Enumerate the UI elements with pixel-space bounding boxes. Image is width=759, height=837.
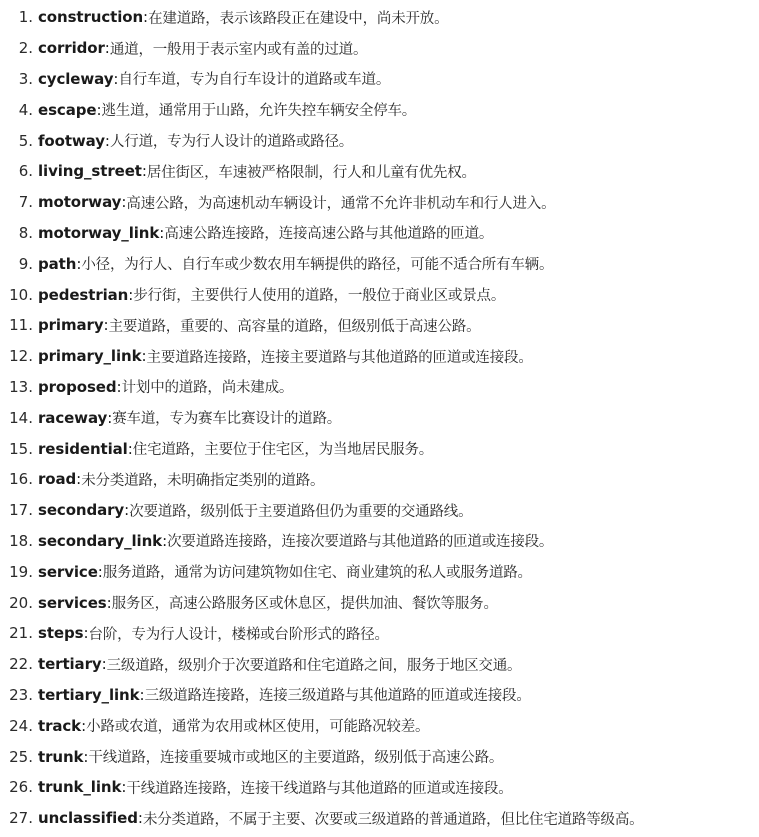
item-number: 25. xyxy=(9,747,33,766)
item-number: 18. xyxy=(9,531,33,550)
item-term: pedestrian xyxy=(38,285,129,304)
item-term: secondary xyxy=(38,501,125,520)
item-number: 5. xyxy=(18,131,33,150)
item-number: 23. xyxy=(9,685,33,704)
item-term: services xyxy=(38,593,107,612)
item-number: 20. xyxy=(9,593,33,612)
item-term: trunk xyxy=(38,747,84,766)
item-term: road xyxy=(38,470,77,489)
item-term: tertiary xyxy=(38,655,102,674)
list-item: 27. unclassified : 未分类道路，不属于主要、次要或三级道路的普通道路，但比住宅道路等级高。 xyxy=(0,803,759,834)
list-item: 25. trunk : 干线道路，连接重要城市或地区的主要道路，级别低于高速公路。 xyxy=(0,741,759,772)
item-term: motorway xyxy=(38,193,122,212)
item-number: 1. xyxy=(18,8,33,27)
item-description: 自行车道，专为自行车设计的道路或车道。 xyxy=(118,72,391,89)
item-number: 12. xyxy=(9,347,33,366)
item-number: 9. xyxy=(18,254,33,273)
item-description: 居住街区，车速被严格限制，行人和儿童有优先权。 xyxy=(146,164,476,181)
item-number: 17. xyxy=(9,501,33,520)
item-description: 次要道路，级别低于主要道路但仍为重要的交通路线。 xyxy=(129,503,473,520)
list-item: 23. tertiary_link : 三级道路连接路，连接三级道路与其他道路的匝道或连接段。 xyxy=(0,680,759,711)
item-description: 计划中的道路，尚未建成。 xyxy=(121,380,294,397)
list-item: 20. services : 服务区，高速公路服务区或休息区，提供加油、餐饮等服务。 xyxy=(0,587,759,618)
item-number: 27. xyxy=(9,809,33,828)
item-number: 8. xyxy=(18,223,33,242)
list-item: 22. tertiary : 三级道路，级别介于次要道路和住宅道路之间，服务于地区交通。 xyxy=(0,649,759,680)
item-number: 11. xyxy=(9,316,33,335)
list-item: 8. motorway_link : 高速公路连接路，连接高速公路与其他道路的匝道。 xyxy=(0,218,759,249)
item-description: 赛车道，专为赛车比赛设计的道路。 xyxy=(112,411,342,428)
list-item: 1. construction : 在建道路，表示该路段正在建设中，尚未开放。 xyxy=(0,2,759,33)
item-description: 三级道路连接路，连接三级道路与其他道路的匝道或连接段。 xyxy=(144,688,531,705)
item-number: 6. xyxy=(18,162,33,181)
item-term: living_street xyxy=(38,162,142,181)
item-description: 步行街，主要供行人使用的道路，一般位于商业区或景点。 xyxy=(133,288,506,305)
item-term: unclassified xyxy=(38,809,138,828)
item-term: raceway xyxy=(38,408,108,427)
item-term: track xyxy=(38,716,82,735)
list-item: 19. service : 服务道路，通常为访问建筑物如住宅、商业建筑的私人或服务道路。 xyxy=(0,556,759,587)
item-description: 在建道路，表示该路段正在建设中，尚未开放。 xyxy=(148,10,449,27)
item-term: corridor xyxy=(38,39,105,58)
list-item: 7. motorway : 高速公路，为高速机动车辆设计，通常不允许非机动车和行人进入。 xyxy=(0,187,759,218)
item-description: 主要道路连接路，连接主要道路与其他道路的匝道或连接段。 xyxy=(146,349,533,366)
item-description: 台阶，专为行人设计，楼梯或台阶形式的路径。 xyxy=(88,626,389,643)
item-term: escape xyxy=(38,100,97,119)
list-item: 15. residential : 住宅道路，主要位于住宅区，为当地居民服务。 xyxy=(0,433,759,464)
item-term: service xyxy=(38,562,98,581)
list-item: 24. track : 小路或农道，通常为农用或林区使用，可能路况较差。 xyxy=(0,710,759,741)
item-description: 人行道，专为行人设计的道路或路径。 xyxy=(109,134,354,151)
list-item: 6. living_street : 居住街区，车速被严格限制，行人和儿童有优先权。 xyxy=(0,156,759,187)
list-item: 16. road : 未分类道路，未明确指定类别的道路。 xyxy=(0,464,759,495)
item-number: 14. xyxy=(9,408,33,427)
item-number: 2. xyxy=(18,39,33,58)
item-number: 4. xyxy=(18,100,33,119)
list-item: 13. proposed : 计划中的道路，尚未建成。 xyxy=(0,372,759,403)
item-description: 干线道路，连接重要城市或地区的主要道路，级别低于高速公路。 xyxy=(88,750,504,767)
item-description: 通道，一般用于表示室内或有盖的过道。 xyxy=(109,41,368,58)
item-description: 小径，为行人、自行车或少数农用车辆提供的路径，可能不适合所有车辆。 xyxy=(81,257,554,274)
item-number: 24. xyxy=(9,716,33,735)
item-term: primary_link xyxy=(38,347,142,366)
item-description: 高速公路，为高速机动车辆设计，通常不允许非机动车和行人进入。 xyxy=(126,195,556,212)
item-number: 3. xyxy=(18,69,33,88)
item-description: 住宅道路，主要位于住宅区，为当地居民服务。 xyxy=(132,442,434,459)
item-number: 22. xyxy=(9,655,33,674)
item-description: 未分类道路，未明确指定类别的道路。 xyxy=(81,472,325,489)
list-item: 3. cycleway : 自行车道，专为自行车设计的道路或车道。 xyxy=(0,64,759,95)
item-term: secondary_link xyxy=(38,531,163,550)
item-term: motorway_link xyxy=(38,223,160,242)
list-item: 11. primary : 主要道路，重要的、高容量的道路，但级别低于高速公路。 xyxy=(0,310,759,341)
item-term: residential xyxy=(38,439,128,458)
item-description: 逃生道，通常用于山路，允许失控车辆安全停车。 xyxy=(101,103,417,120)
item-description: 服务区，高速公路服务区或休息区，提供加油、餐饮等服务。 xyxy=(111,596,498,613)
list-item: 12. primary_link : 主要道路连接路，连接主要道路与其他道路的匝道或连接段。 xyxy=(0,341,759,372)
item-number: 19. xyxy=(9,562,33,581)
item-term: steps xyxy=(38,624,84,643)
item-description: 服务道路，通常为访问建筑物如住宅、商业建筑的私人或服务道路。 xyxy=(102,565,532,582)
item-term: path xyxy=(38,254,77,273)
item-description: 次要道路连接路，连接次要道路与其他道路的匝道或连接段。 xyxy=(167,534,554,551)
item-term: proposed xyxy=(38,377,117,396)
list-item: 18. secondary_link : 次要道路连接路，连接次要道路与其他道路的匝道或连接段。 xyxy=(0,526,759,557)
item-description: 高速公路连接路，连接高速公路与其他道路的匝道。 xyxy=(164,226,494,243)
list-item: 5. footway : 人行道，专为行人设计的道路或路径。 xyxy=(0,125,759,156)
item-number: 10. xyxy=(9,285,33,304)
item-number: 15. xyxy=(9,439,33,458)
list-item: 17. secondary : 次要道路，级别低于主要道路但仍为重要的交通路线。 xyxy=(0,495,759,526)
item-number: 21. xyxy=(9,624,33,643)
list-item: 10. pedestrian : 步行街，主要供行人使用的道路，一般位于商业区或景点。 xyxy=(0,279,759,310)
item-description: 小路或农道，通常为农用或林区使用，可能路况较差。 xyxy=(86,719,430,736)
item-term: primary xyxy=(38,316,104,335)
list-item: 26. trunk_link : 干线道路连接路，连接干线道路与其他道路的匝道或连接段。 xyxy=(0,772,759,803)
item-number: 16. xyxy=(9,470,33,489)
item-description: 三级道路，级别介于次要道路和住宅道路之间，服务于地区交通。 xyxy=(106,657,522,674)
item-description: 干线道路连接路，连接干线道路与其他道路的匝道或连接段。 xyxy=(126,780,513,797)
item-term: trunk_link xyxy=(38,778,122,797)
list-item: 9. path : 小径，为行人、自行车或少数农用车辆提供的路径，可能不适合所有车辆。 xyxy=(0,248,759,279)
item-number: 26. xyxy=(9,778,33,797)
item-number: 13. xyxy=(9,377,33,396)
item-term: construction xyxy=(38,8,144,27)
list-item: 2. corridor : 通道，一般用于表示室内或有盖的过道。 xyxy=(0,33,759,64)
list-item: 21. steps : 台阶，专为行人设计，楼梯或台阶形式的路径。 xyxy=(0,618,759,649)
item-term: footway xyxy=(38,131,105,150)
list-item: 4. escape : 逃生道，通常用于山路，允许失控车辆安全停车。 xyxy=(0,94,759,125)
list-item: 14. raceway : 赛车道，专为赛车比赛设计的道路。 xyxy=(0,402,759,433)
item-description: 未分类道路，不属于主要、次要或三级道路的普通道路，但比住宅道路等级高。 xyxy=(142,811,644,828)
item-description: 主要道路，重要的、高容量的道路，但级别低于高速公路。 xyxy=(108,318,481,335)
road-type-list xyxy=(0,2,759,834)
item-term: tertiary_link xyxy=(38,685,140,704)
item-term: cycleway xyxy=(38,69,114,88)
item-number: 7. xyxy=(18,193,33,212)
